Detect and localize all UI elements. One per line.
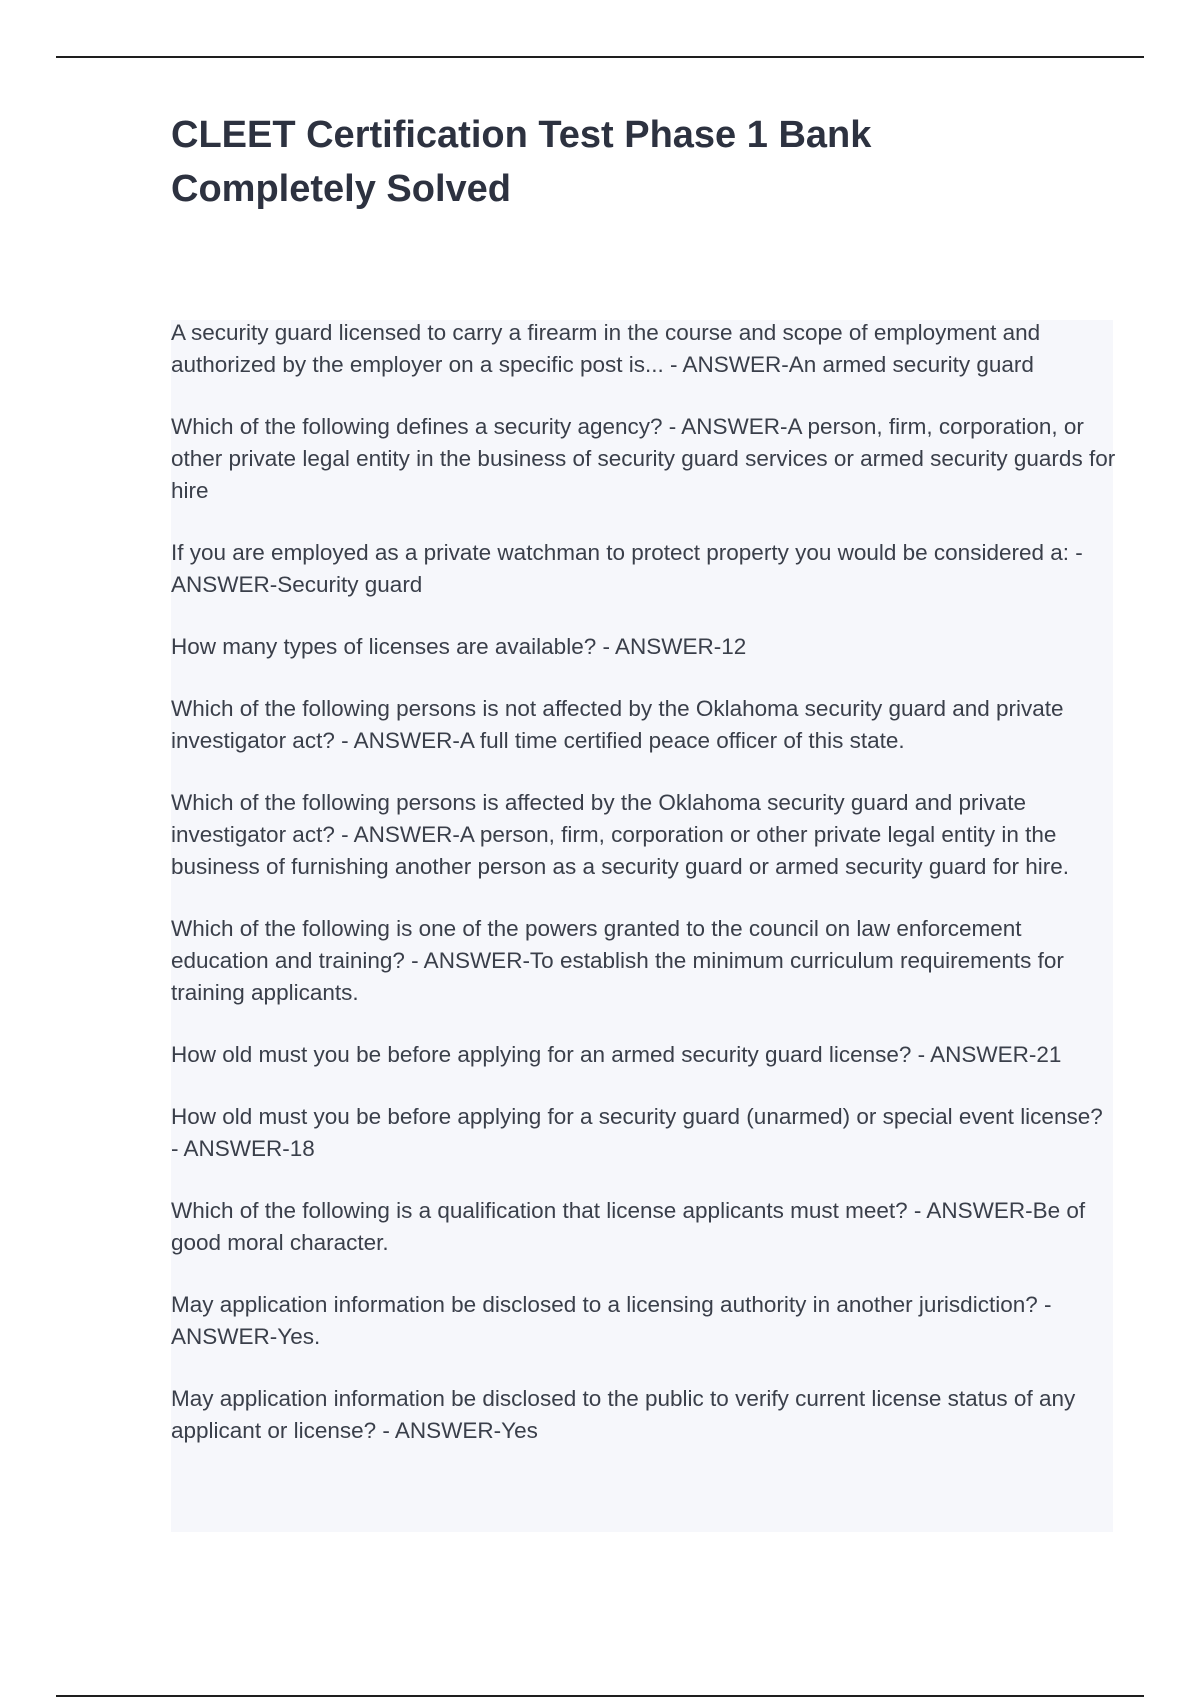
qa-item: Which of the following is one of the powers granted to the council on law enforcement education and training? - ANSWER-To establish the minimum curriculum requirements for training applicants. bbox=[171, 916, 1064, 1005]
qa-item: If you are employed as a private watchman to protect property you would be considered a: - ANSWER-Security guard bbox=[171, 540, 1083, 597]
bottom-divider bbox=[56, 1695, 1144, 1697]
qa-item: A security guard licensed to carry a firearm in the course and scope of employment and authorized by the employer on a specific post is... - ANSWER-An armed security guard bbox=[171, 320, 1041, 377]
qa-item: How many types of licenses are available? - ANSWER-12 bbox=[171, 634, 747, 659]
qa-item: How old must you be before applying for an armed security guard license? - ANSWER-21 bbox=[171, 1042, 1062, 1067]
qa-item: May application information be disclosed to the public to verify current license status of any applicant or license? - ANSWER-Yes bbox=[171, 1386, 1076, 1443]
top-divider bbox=[56, 56, 1144, 58]
qa-item: Which of the following is a qualification that license applicants must meet? - ANSWER-Be of good moral character. bbox=[171, 1198, 1086, 1255]
qa-item: Which of the following defines a security agency? - ANSWER-A person, firm, corporation, or other private legal entity in the business of security guard services or armed security guards for hire bbox=[171, 414, 1116, 503]
qa-item: Which of the following persons is affected by the Oklahoma security guard and private investigator act? - ANSWER-A person, firm, corporation or other private legal entity in the business of furnishing another person as a security guard or armed security guard for hire. bbox=[171, 790, 1069, 879]
document-title: CLEET Certification Test Phase 1 Bank Completely Solved bbox=[171, 114, 872, 210]
qa-list bbox=[171, 317, 1116, 1477]
qa-item: May application information be disclosed to a licensing authority in another jurisdiction? - ANSWER-Yes. bbox=[171, 1292, 1052, 1349]
qa-item: Which of the following persons is not affected by the Oklahoma security guard and private investigator act? - ANSWER-A full time certified peace officer of this state. bbox=[171, 696, 1064, 753]
qa-item: How old must you be before applying for a security guard (unarmed) or special event license? - ANSWER-18 bbox=[171, 1104, 1103, 1161]
